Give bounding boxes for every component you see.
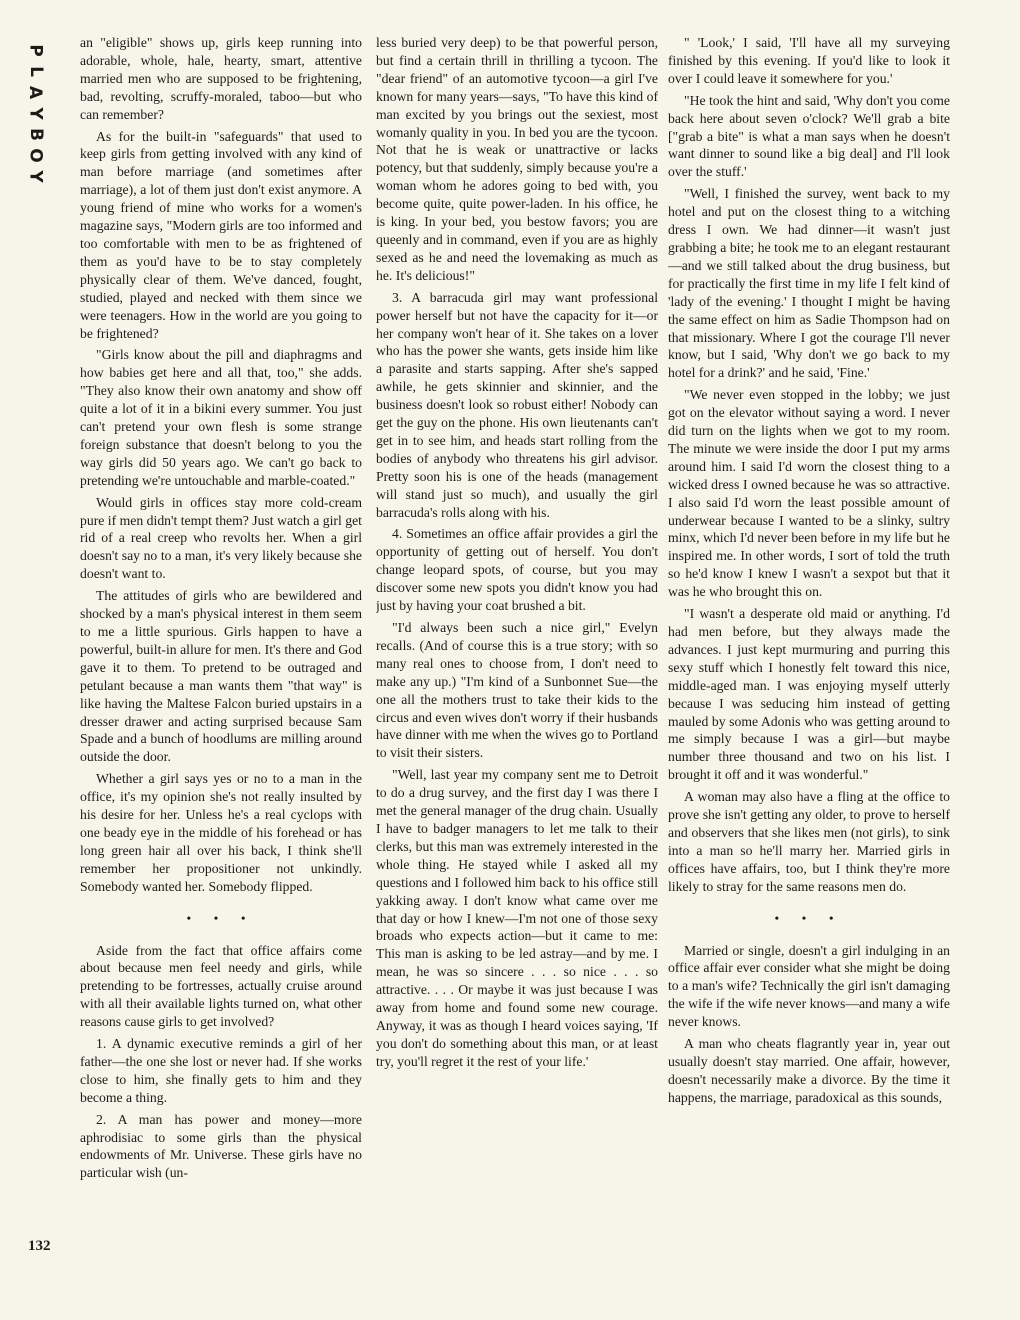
paragraph: 1. A dynamic executive reminds a girl of her father—the one she lost or never had. If she works close to him, she finally gets to him and they become a thing. xyxy=(80,1036,362,1105)
masthead-letter: L xyxy=(25,66,46,77)
paragraph: A man who cheats flagrantly year in, year out usually doesn't stay married. One affair, however, doesn't necessarily make a divorce. By the time it happens, the marriage, paradoxical as this sounds, xyxy=(668,1036,950,1105)
paragraph: 4. Sometimes an office affair provides a girl the opportunity of getting out of herself. You don't change leopard spots, of course, but you may discover some new spots you didn't know you had just by having your coat brushed a bit. xyxy=(376,526,658,614)
masthead-letter: A xyxy=(25,85,46,100)
paragraph: A woman may also have a fling at the office to prove she isn't getting any older, to prove to herself and observers that she likes men (not girls), to sink into a man so he'll marry her. Married girls in offices have affairs, too, but I think they're more likely to stray for the same reasons men do. xyxy=(668,789,950,894)
text-column-1 xyxy=(80,34,362,1260)
paragraph: As for the built-in "safeguards" that used to keep girls from getting involved with any kind of man before marriage (and sometimes after marriage), a lot of them just don't exist anymore. A young friend of mine who works for a women's magazine says, "Modern girls are too informed and too comfortable with men to be as frightened of them as you'd have to be to stay completely physically clear of them. We've danced, fought, studied, played and necked with them since we were teenagers. How in the world are you going to be frightened? xyxy=(80,128,362,341)
masthead-letter: P xyxy=(25,44,46,57)
paragraph: "Well, I finished the survey, went back to my hotel and put on the closest thing to a witching dress I own. We had dinner—it wasn't just grabbing a bite; he took me to an elegant restaurant—and we still talked about the drug business, but for practically the first time in my life I felt kind of 'lady of the evening.' I thought I might be having the same effect on him as Sadie Thompson had on that missionary. Where I got the courage I'll never know, but I said, 'Why don't we go back to my hotel for a drink?' and he said, 'Fine.' xyxy=(668,186,950,381)
paragraph: "Girls know about the pill and diaphragms and how babies get here and all that, too," she adds. "They also know their own anatomy and show off quite a lot of it in a bikini every summer. You just can't pretend your own flesh is some strange foreign substance that doesn't belong to you the way girls did 50 years ago. We can't go back to pretending we're untouchable and marble-coated." xyxy=(80,347,362,488)
masthead-letter: Y xyxy=(25,170,46,183)
paragraph: 2. A man has power and money—more aphrodisiac to some girls than the physical endowments of Mr. Universe. These girls have no particular wish (un- xyxy=(80,1111,362,1181)
paragraph: "We never even stopped in the lobby; we just got on the elevator without saying a word. I never did turn on the lights when we got to my room. The minute we were inside the door I put my arms around him. I said I'd worn the closest thing to a wicked dress I owned because he was so attractive. I also said I'd worn the least possible amount of underwear because I wanted to be a slinky, sultry minx, which I'd never been before in my life but he inspired me. In other words, I sort of told the truth so he'd know I knew I wasn't a sexpot but that it was he who brought this on. xyxy=(668,387,950,600)
text-column-3 xyxy=(668,34,950,1260)
section-separator: • • • xyxy=(186,910,256,925)
masthead-letter: O xyxy=(25,148,46,163)
masthead-letter: Y xyxy=(25,107,46,120)
text-column-2 xyxy=(376,34,658,1260)
paragraph: "I wasn't a desperate old maid or anything. I'd had men before, but they always made the advances. I just kept murmuring and purring this sexy stuff which I honestly felt toward this nice, middle-aged man. I was enjoying myself utterly because I was seducing him instead of getting mauled by some Adonis who was getting around to me simply because I was a girl—but maybe number three thousand and two on his list. I brought it off and it was wonderful." xyxy=(668,606,950,783)
paragraph: Would girls in offices stay more cold-cream pure if men didn't tempt them? Just watch a girl get rid of a real creep who revolts her. When a girl doesn't say no to a man, it's very likely because she doesn't want to. xyxy=(80,494,362,582)
paragraph: "Well, last year my company sent me to Detroit to do a drug survey, and the first day I was there I met the general manager of the drug chain. Usually I have to badger managers to let me talk to their clerks, but this man was extremely interested in the whole thing. He stayed while I asked all my questions and I followed him back to his office still yakking away. I don't know what came over me that day or how I knew—I'm not one of those sexy broads who expects action—but it came to me: This man is asking to be led astray—and by me. I mean, he was so sincere . . . so nice . . . so attractive. . . . Or maybe it was just because I was away from home and found some new courage. Anyway, it was as though I heard voices saying, 'If you don't do something about this man, or at least try, you'll regret it the rest of your life.' xyxy=(376,767,658,1069)
paragraph: "I'd always been such a nice girl," Evelyn recalls. (And of course this is a true story; with so many real ones to choose from, I don't need to make any up.) "I'm kind of a Sunbonnet Sue—the one all the mothers trust to take their kids to the circus and even wives don't worry if their husbands have dinner with me when the wives go to Portland to visit their sisters. xyxy=(376,620,658,761)
paragraph: The attitudes of girls who are bewildered and shocked by a man's physical interest in them seem to me a little spurious. Girls happen to have a powerful, built-in allure for men. It's there and God gave it to them. To pretend to be outraged and petulant because a man wants them "that way" is like having the Maltese Falcon buried upstairs in a dresser drawer and acting surprised because Sam Spade and a bunch of hoodlums are milling around outside the door. xyxy=(80,588,362,765)
section-separator: • • • xyxy=(774,910,844,925)
paragraph: Aside from the fact that office affairs come about because men feel needy and girls, while pretending to be fortresses, actually cruise around with all their available lights turned on, what other reasons cause girls to get involved? xyxy=(80,942,362,1030)
paragraph: "He took the hint and said, 'Why don't you come back here about seven o'clock? We'll grab a bite ["grab a bite" is what a man says when he doesn't want dinner to sound like a big deal] and I'll look over the stuff.' xyxy=(668,92,950,180)
masthead-letter: B xyxy=(25,128,46,141)
paragraph: Whether a girl says yes or no to a man in the office, it's my opinion she's not really insulted by his desire for her. Unless he's a real cyclops with one beady eye in the middle of his forehead or has long green hair all over his back, I think she'll remember her propositioner not unkindly. Somebody wanted her. Somebody flipped. xyxy=(80,771,362,894)
paragraph: less buried very deep) to be that powerful person, but find a certain thrill in thrilling a tycoon. The "dear friend" of an automotive tycoon—a girl I've known for many years—says, "To have this kind of man excited by you brings out the sexiest, most womanly quality in you. In bed you are the tycoon. Not that he is weak or unattractive or lacks potency, but that suddenly, simply because you're a woman whom he adores going to bed with, you become quite, quite power-laden. In his office, he is king. In your bed, you bestow favors; you are queenly and in command, even if you are as highly sexed as he and need the lovemaking as much as he. It's delicious!" xyxy=(376,35,658,283)
paragraph: an "eligible" shows up, girls keep running into adorable, whole, hale, hearty, smart, attentive married men who are supposed to be frightening, bad, revolting, scruffy-moraled, taboo—but who can remember? xyxy=(80,35,362,122)
paragraph: " 'Look,' I said, 'I'll have all my surveying finished by this evening. If you'd like to look it over I could leave it somewhere for you.' xyxy=(668,35,950,86)
masthead-vertical xyxy=(20,40,50,187)
paragraph: Married or single, doesn't a girl indulging in an office affair ever consider what she might be doing to a man's wife? Technically the girl isn't damaging the wife if the wife never knows—and many a wife never knows. xyxy=(668,942,950,1030)
paragraph: 3. A barracuda girl may want professional power herself but not have the capacity for it—or her company won't hear of it. She takes on a lover who has the power she wants, gets inside him like a parasite and starts sapping. After she's sapped awhile, he gets skinnier and skinnier, and the business doesn't look so robust either! Nobody can get the guy on the phone. His own lieutenants can't get in to see him, and heads start rolling from the bodies of anybody who threatens his girl advisor. Pretty soon his is one of the heads (management will stand just so much), and usually the girl barracuda's rolls along with his. xyxy=(376,289,658,520)
page-number: 132 xyxy=(28,1238,51,1254)
